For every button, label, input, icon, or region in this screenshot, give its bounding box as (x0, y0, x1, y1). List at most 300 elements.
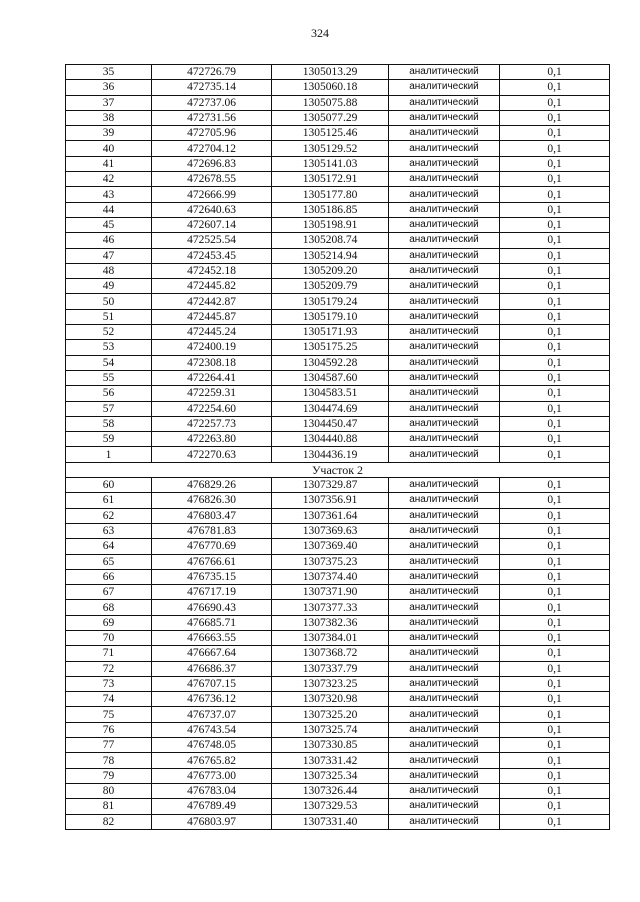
x-coordinate-cell: 472263.80 (152, 432, 272, 447)
accuracy-cell: 0,1 (500, 554, 610, 569)
x-coordinate-cell: 472607.14 (152, 217, 272, 232)
point-number-cell: 70 (66, 630, 152, 645)
method-cell: аналитический (389, 141, 500, 156)
point-number-cell: 65 (66, 554, 152, 569)
x-coordinate-cell: 472453.45 (152, 248, 272, 263)
table-row (66, 722, 610, 737)
table-row (66, 447, 610, 462)
point-number-cell: 52 (66, 325, 152, 340)
point-number-cell: 67 (66, 585, 152, 600)
x-coordinate-cell: 476686.37 (152, 661, 272, 676)
table-row (66, 554, 610, 569)
point-number-cell: 55 (66, 370, 152, 385)
table-row (66, 799, 610, 814)
x-coordinate-cell: 472726.79 (152, 65, 272, 80)
point-number-cell: 82 (66, 814, 152, 829)
x-coordinate-cell: 472737.06 (152, 95, 272, 110)
accuracy-cell: 0,1 (500, 340, 610, 355)
x-coordinate-cell: 476667.64 (152, 646, 272, 661)
method-cell: аналитический (389, 523, 500, 538)
accuracy-cell: 0,1 (500, 432, 610, 447)
y-coordinate-cell: 1307369.40 (272, 539, 389, 554)
y-coordinate-cell: 1304587.60 (272, 370, 389, 385)
y-coordinate-cell: 1307329.53 (272, 799, 389, 814)
point-number-cell: 45 (66, 217, 152, 232)
accuracy-cell: 0,1 (500, 263, 610, 278)
y-coordinate-cell: 1304436.19 (272, 447, 389, 462)
y-coordinate-cell: 1307323.25 (272, 676, 389, 691)
table-row (66, 585, 610, 600)
table-row (66, 325, 610, 340)
table-row (66, 401, 610, 416)
point-number-cell: 62 (66, 508, 152, 523)
point-number-cell: 66 (66, 569, 152, 584)
point-number-cell: 47 (66, 248, 152, 263)
x-coordinate-cell: 472666.99 (152, 187, 272, 202)
accuracy-cell: 0,1 (500, 80, 610, 95)
method-cell: аналитический (389, 355, 500, 370)
accuracy-cell: 0,1 (500, 279, 610, 294)
point-number-cell: 69 (66, 615, 152, 630)
accuracy-cell: 0,1 (500, 493, 610, 508)
y-coordinate-cell: 1307369.63 (272, 523, 389, 538)
y-coordinate-cell: 1305175.25 (272, 340, 389, 355)
table-row (66, 217, 610, 232)
table-row (66, 141, 610, 156)
x-coordinate-cell: 472400.19 (152, 340, 272, 355)
table-row (66, 814, 610, 829)
y-coordinate-cell: 1307330.85 (272, 738, 389, 753)
y-coordinate-cell: 1305179.10 (272, 309, 389, 324)
method-cell: аналитический (389, 110, 500, 125)
x-coordinate-cell: 472704.12 (152, 141, 272, 156)
accuracy-cell: 0,1 (500, 722, 610, 737)
table-row (66, 110, 610, 125)
x-coordinate-cell: 472270.63 (152, 447, 272, 462)
method-cell: аналитический (389, 65, 500, 80)
y-coordinate-cell: 1305077.29 (272, 110, 389, 125)
x-coordinate-cell: 476765.82 (152, 753, 272, 768)
y-coordinate-cell: 1307374.40 (272, 569, 389, 584)
table-row (66, 768, 610, 783)
method-cell: аналитический (389, 309, 500, 324)
method-cell: аналитический (389, 386, 500, 401)
table-row (66, 738, 610, 753)
x-coordinate-cell: 472445.87 (152, 309, 272, 324)
table-row (66, 630, 610, 645)
accuracy-cell: 0,1 (500, 355, 610, 370)
method-cell: аналитический (389, 753, 500, 768)
x-coordinate-cell: 472678.55 (152, 172, 272, 187)
method-cell: аналитический (389, 738, 500, 753)
method-cell: аналитический (389, 630, 500, 645)
method-cell: аналитический (389, 325, 500, 340)
method-cell: аналитический (389, 539, 500, 554)
method-cell: аналитический (389, 707, 500, 722)
method-cell: аналитический (389, 478, 500, 493)
y-coordinate-cell: 1307361.64 (272, 508, 389, 523)
x-coordinate-cell: 472308.18 (152, 355, 272, 370)
point-number-cell: 59 (66, 432, 152, 447)
x-coordinate-cell: 472735.14 (152, 80, 272, 95)
table-row (66, 416, 610, 431)
table-row (66, 202, 610, 217)
point-number-cell: 56 (66, 386, 152, 401)
section-title: Участок 2 (66, 462, 610, 477)
x-coordinate-cell: 476803.97 (152, 814, 272, 829)
y-coordinate-cell: 1305013.29 (272, 65, 389, 80)
accuracy-cell: 0,1 (500, 569, 610, 584)
y-coordinate-cell: 1307337.79 (272, 661, 389, 676)
table-row (66, 707, 610, 722)
method-cell: аналитический (389, 172, 500, 187)
method-cell: аналитический (389, 768, 500, 783)
table-row (66, 187, 610, 202)
table-row (66, 80, 610, 95)
x-coordinate-cell: 476736.12 (152, 692, 272, 707)
accuracy-cell: 0,1 (500, 478, 610, 493)
x-coordinate-cell: 472696.83 (152, 156, 272, 171)
method-cell: аналитический (389, 156, 500, 171)
y-coordinate-cell: 1305172.91 (272, 172, 389, 187)
table-row (66, 432, 610, 447)
page-number: 324 (311, 26, 329, 40)
point-number-cell: 76 (66, 722, 152, 737)
method-cell: аналитический (389, 95, 500, 110)
method-cell: аналитический (389, 646, 500, 661)
point-number-cell: 58 (66, 416, 152, 431)
x-coordinate-cell: 476783.04 (152, 783, 272, 798)
accuracy-cell: 0,1 (500, 523, 610, 538)
table-row (66, 263, 610, 278)
table-row (66, 248, 610, 263)
point-number-cell: 46 (66, 233, 152, 248)
accuracy-cell: 0,1 (500, 814, 610, 829)
method-cell: аналитический (389, 692, 500, 707)
x-coordinate-cell: 476826.30 (152, 493, 272, 508)
x-coordinate-cell: 472705.96 (152, 126, 272, 141)
point-number-cell: 78 (66, 753, 152, 768)
accuracy-cell: 0,1 (500, 630, 610, 645)
y-coordinate-cell: 1305209.79 (272, 279, 389, 294)
point-number-cell: 75 (66, 707, 152, 722)
coordinates-table (65, 64, 610, 830)
x-coordinate-cell: 472731.56 (152, 110, 272, 125)
point-number-cell: 60 (66, 478, 152, 493)
y-coordinate-cell: 1307325.34 (272, 768, 389, 783)
x-coordinate-cell: 472445.24 (152, 325, 272, 340)
section-header-group (66, 462, 610, 477)
x-coordinate-cell: 476803.47 (152, 508, 272, 523)
method-cell: аналитический (389, 508, 500, 523)
table-row (66, 676, 610, 691)
point-number-cell: 38 (66, 110, 152, 125)
point-number-cell: 49 (66, 279, 152, 294)
y-coordinate-cell: 1304440.88 (272, 432, 389, 447)
x-coordinate-cell: 472264.41 (152, 370, 272, 385)
table-row (66, 615, 610, 630)
table-row (66, 279, 610, 294)
point-number-cell: 77 (66, 738, 152, 753)
y-coordinate-cell: 1307368.72 (272, 646, 389, 661)
method-cell: аналитический (389, 615, 500, 630)
y-coordinate-cell: 1304592.28 (272, 355, 389, 370)
method-cell: аналитический (389, 432, 500, 447)
method-cell: аналитический (389, 279, 500, 294)
accuracy-cell: 0,1 (500, 401, 610, 416)
point-number-cell: 41 (66, 156, 152, 171)
accuracy-cell: 0,1 (500, 738, 610, 753)
x-coordinate-cell: 472259.31 (152, 386, 272, 401)
x-coordinate-cell: 476781.83 (152, 523, 272, 538)
y-coordinate-cell: 1305208.74 (272, 233, 389, 248)
y-coordinate-cell: 1305171.93 (272, 325, 389, 340)
y-coordinate-cell: 1307326.44 (272, 783, 389, 798)
x-coordinate-cell: 472257.73 (152, 416, 272, 431)
method-cell: аналитический (389, 233, 500, 248)
y-coordinate-cell: 1307325.20 (272, 707, 389, 722)
point-number-cell: 54 (66, 355, 152, 370)
accuracy-cell: 0,1 (500, 248, 610, 263)
point-number-cell: 1 (66, 447, 152, 462)
method-cell: аналитический (389, 554, 500, 569)
table-body-part-2 (66, 478, 610, 830)
point-number-cell: 42 (66, 172, 152, 187)
table-row (66, 370, 610, 385)
y-coordinate-cell: 1305075.88 (272, 95, 389, 110)
accuracy-cell: 0,1 (500, 386, 610, 401)
accuracy-cell: 0,1 (500, 646, 610, 661)
method-cell: аналитический (389, 722, 500, 737)
table-row (66, 539, 610, 554)
method-cell: аналитический (389, 585, 500, 600)
table-row (66, 95, 610, 110)
y-coordinate-cell: 1307329.87 (272, 478, 389, 493)
method-cell: аналитический (389, 263, 500, 278)
x-coordinate-cell: 476735.15 (152, 569, 272, 584)
point-number-cell: 36 (66, 80, 152, 95)
table-row (66, 386, 610, 401)
x-coordinate-cell: 476789.49 (152, 799, 272, 814)
point-number-cell: 51 (66, 309, 152, 324)
method-cell: аналитический (389, 493, 500, 508)
point-number-cell: 53 (66, 340, 152, 355)
method-cell: аналитический (389, 126, 500, 141)
y-coordinate-cell: 1307331.40 (272, 814, 389, 829)
point-number-cell: 64 (66, 539, 152, 554)
point-number-cell: 81 (66, 799, 152, 814)
table-row (66, 692, 610, 707)
y-coordinate-cell: 1307325.74 (272, 722, 389, 737)
method-cell: аналитический (389, 294, 500, 309)
y-coordinate-cell: 1307375.23 (272, 554, 389, 569)
y-coordinate-cell: 1305214.94 (272, 248, 389, 263)
table-row (66, 523, 610, 538)
accuracy-cell: 0,1 (500, 600, 610, 615)
y-coordinate-cell: 1305177.80 (272, 187, 389, 202)
x-coordinate-cell: 472525.54 (152, 233, 272, 248)
y-coordinate-cell: 1305125.46 (272, 126, 389, 141)
point-number-cell: 37 (66, 95, 152, 110)
table-row (66, 493, 610, 508)
table-row (66, 309, 610, 324)
method-cell: аналитический (389, 416, 500, 431)
accuracy-cell: 0,1 (500, 95, 610, 110)
accuracy-cell: 0,1 (500, 325, 610, 340)
x-coordinate-cell: 472442.87 (152, 294, 272, 309)
point-number-cell: 74 (66, 692, 152, 707)
point-number-cell: 61 (66, 493, 152, 508)
y-coordinate-cell: 1307371.90 (272, 585, 389, 600)
accuracy-cell: 0,1 (500, 233, 610, 248)
method-cell: аналитический (389, 447, 500, 462)
table-row (66, 340, 610, 355)
method-cell: аналитический (389, 248, 500, 263)
accuracy-cell: 0,1 (500, 692, 610, 707)
x-coordinate-cell: 472640.63 (152, 202, 272, 217)
x-coordinate-cell: 476766.61 (152, 554, 272, 569)
table-row (66, 172, 610, 187)
accuracy-cell: 0,1 (500, 110, 610, 125)
x-coordinate-cell: 476770.69 (152, 539, 272, 554)
table-row (66, 661, 610, 676)
y-coordinate-cell: 1307377.33 (272, 600, 389, 615)
method-cell: аналитический (389, 783, 500, 798)
point-number-cell: 63 (66, 523, 152, 538)
accuracy-cell: 0,1 (500, 172, 610, 187)
accuracy-cell: 0,1 (500, 539, 610, 554)
point-number-cell: 68 (66, 600, 152, 615)
x-coordinate-cell: 476690.43 (152, 600, 272, 615)
table-row (66, 294, 610, 309)
method-cell: аналитический (389, 202, 500, 217)
accuracy-cell: 0,1 (500, 799, 610, 814)
point-number-cell: 35 (66, 65, 152, 80)
method-cell: аналитический (389, 370, 500, 385)
accuracy-cell: 0,1 (500, 661, 610, 676)
x-coordinate-cell: 476717.19 (152, 585, 272, 600)
method-cell: аналитический (389, 80, 500, 95)
y-coordinate-cell: 1307331.42 (272, 753, 389, 768)
accuracy-cell: 0,1 (500, 676, 610, 691)
accuracy-cell: 0,1 (500, 508, 610, 523)
point-number-cell: 72 (66, 661, 152, 676)
accuracy-cell: 0,1 (500, 615, 610, 630)
accuracy-cell: 0,1 (500, 783, 610, 798)
point-number-cell: 48 (66, 263, 152, 278)
y-coordinate-cell: 1307356.91 (272, 493, 389, 508)
table-row (66, 156, 610, 171)
y-coordinate-cell: 1307384.01 (272, 630, 389, 645)
method-cell: аналитический (389, 799, 500, 814)
x-coordinate-cell: 472254.60 (152, 401, 272, 416)
accuracy-cell: 0,1 (500, 156, 610, 171)
point-number-cell: 71 (66, 646, 152, 661)
point-number-cell: 73 (66, 676, 152, 691)
section-header-row (66, 462, 610, 477)
y-coordinate-cell: 1305141.03 (272, 156, 389, 171)
method-cell: аналитический (389, 217, 500, 232)
point-number-cell: 43 (66, 187, 152, 202)
table-row (66, 783, 610, 798)
point-number-cell: 40 (66, 141, 152, 156)
accuracy-cell: 0,1 (500, 217, 610, 232)
y-coordinate-cell: 1304474.69 (272, 401, 389, 416)
y-coordinate-cell: 1305209.20 (272, 263, 389, 278)
accuracy-cell: 0,1 (500, 141, 610, 156)
accuracy-cell: 0,1 (500, 309, 610, 324)
point-number-cell: 44 (66, 202, 152, 217)
point-number-cell: 39 (66, 126, 152, 141)
table-row (66, 753, 610, 768)
y-coordinate-cell: 1305129.52 (272, 141, 389, 156)
accuracy-cell: 0,1 (500, 447, 610, 462)
x-coordinate-cell: 472445.82 (152, 279, 272, 294)
table-row (66, 646, 610, 661)
x-coordinate-cell: 476748.05 (152, 738, 272, 753)
accuracy-cell: 0,1 (500, 753, 610, 768)
method-cell: аналитический (389, 600, 500, 615)
method-cell: аналитический (389, 340, 500, 355)
table-row (66, 65, 610, 80)
accuracy-cell: 0,1 (500, 370, 610, 385)
method-cell: аналитический (389, 661, 500, 676)
x-coordinate-cell: 476829.26 (152, 478, 272, 493)
accuracy-cell: 0,1 (500, 768, 610, 783)
method-cell: аналитический (389, 401, 500, 416)
point-number-cell: 79 (66, 768, 152, 783)
y-coordinate-cell: 1304583.51 (272, 386, 389, 401)
table-row (66, 569, 610, 584)
x-coordinate-cell: 476743.54 (152, 722, 272, 737)
table-body-part-1 (66, 65, 610, 463)
accuracy-cell: 0,1 (500, 202, 610, 217)
accuracy-cell: 0,1 (500, 585, 610, 600)
y-coordinate-cell: 1305179.24 (272, 294, 389, 309)
y-coordinate-cell: 1307382.36 (272, 615, 389, 630)
x-coordinate-cell: 472452.18 (152, 263, 272, 278)
accuracy-cell: 0,1 (500, 187, 610, 202)
accuracy-cell: 0,1 (500, 126, 610, 141)
table-row (66, 600, 610, 615)
x-coordinate-cell: 476737.07 (152, 707, 272, 722)
point-number-cell: 57 (66, 401, 152, 416)
method-cell: аналитический (389, 187, 500, 202)
method-cell: аналитический (389, 676, 500, 691)
table-row (66, 508, 610, 523)
table-row (66, 233, 610, 248)
method-cell: аналитический (389, 569, 500, 584)
accuracy-cell: 0,1 (500, 707, 610, 722)
table-row (66, 126, 610, 141)
point-number-cell: 50 (66, 294, 152, 309)
y-coordinate-cell: 1307320.98 (272, 692, 389, 707)
accuracy-cell: 0,1 (500, 65, 610, 80)
point-number-cell: 80 (66, 783, 152, 798)
x-coordinate-cell: 476707.15 (152, 676, 272, 691)
y-coordinate-cell: 1305198.91 (272, 217, 389, 232)
accuracy-cell: 0,1 (500, 294, 610, 309)
table-row (66, 355, 610, 370)
table-row (66, 478, 610, 493)
x-coordinate-cell: 476685.71 (152, 615, 272, 630)
y-coordinate-cell: 1305186.85 (272, 202, 389, 217)
method-cell: аналитический (389, 814, 500, 829)
y-coordinate-cell: 1305060.18 (272, 80, 389, 95)
x-coordinate-cell: 476663.55 (152, 630, 272, 645)
y-coordinate-cell: 1304450.47 (272, 416, 389, 431)
accuracy-cell: 0,1 (500, 416, 610, 431)
